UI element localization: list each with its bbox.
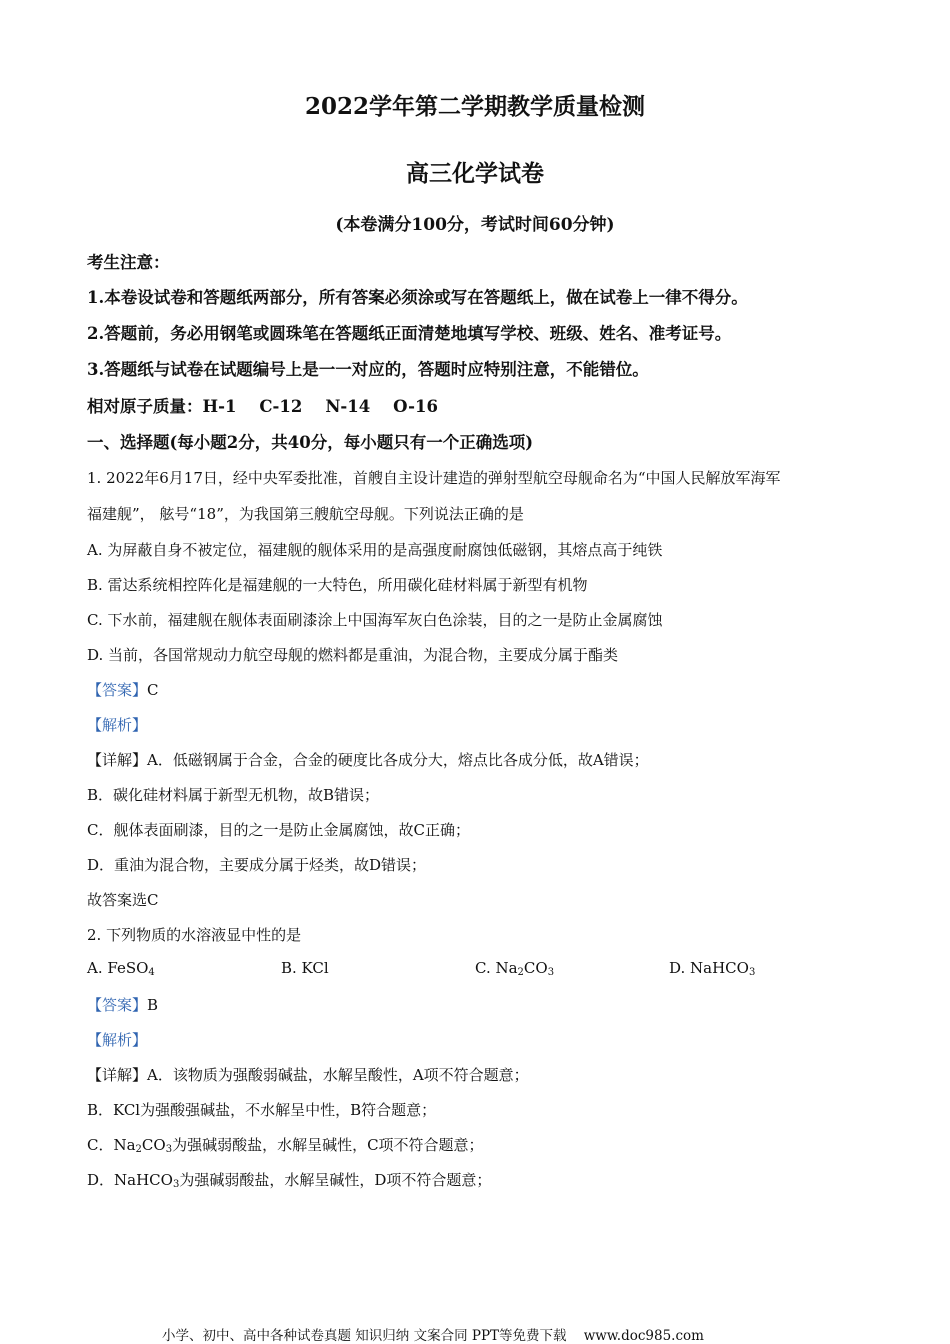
- answer-tag: 【答案】: [87, 681, 148, 699]
- q2-option-a: [87, 959, 155, 978]
- q1-detail-b: B．碳化硅材料属于新型无机物，故B错误；: [87, 786, 380, 804]
- answer-value: C: [147, 681, 159, 699]
- notice-item-2: 2.答题前，务必用钢笔或圆珠笔在答题纸正面清楚地填写学校、班级、姓名、准考证号。: [87, 324, 732, 343]
- q1-detail-a: [87, 749, 649, 770]
- q1-option-b: B. 雷达系统相控阵化是福建舰的一大特色，所用碳化硅材料属于新型有机物: [87, 576, 588, 594]
- answer-value: B: [147, 996, 159, 1014]
- q2-detail-d: [87, 1169, 491, 1190]
- page-title: 2022学年第二学期教学质量检测: [304, 93, 645, 120]
- subscript: 4: [148, 967, 155, 978]
- q1-option-d: D. 当前，各国常规动力航空母舰的燃料都是重油，为混合物，主要成分属于酯类: [87, 646, 619, 664]
- q2-option-c: [475, 959, 554, 978]
- detail-text: C．Na: [87, 1136, 136, 1154]
- subscript: 2: [135, 1144, 142, 1155]
- notice-item-1: 1.本卷设试卷和答题纸两部分，所有答案必须涂或写在答题纸上，做在试卷上一律不得分。: [87, 288, 748, 307]
- notice-item-3: 3.答题纸与试卷在试题编号上是一一对应的，答题时应特别注意，不能错位。: [87, 360, 649, 379]
- detail-text: A．低磁钢属于合金，合金的硬度比各成分大，熔点比各成分低，故A错误；: [147, 751, 649, 769]
- q1-conclusion: 故答案选C: [87, 891, 159, 909]
- q2-option-b: B. KCl: [281, 959, 329, 977]
- option-text: CO: [523, 959, 548, 977]
- answer-tag: 【答案】: [87, 996, 148, 1014]
- q2-analysis-tag: 【解析】: [87, 1031, 148, 1049]
- q1-stem-line2: 福建舰”， 舷号“18”，为我国第三艘航空母舰。下列说法正确的是: [87, 505, 524, 523]
- detail-text: CO: [141, 1136, 166, 1154]
- section-heading: 一、选择题(每小题2分，共40分，每小题只有一个正确选项): [87, 433, 534, 452]
- subscript: 3: [748, 967, 756, 978]
- q2-answer: [87, 994, 158, 1015]
- notice-heading: 考生注意：: [87, 253, 170, 272]
- detail-text: D．NaHCO: [87, 1171, 173, 1189]
- option-text: A. FeSO: [87, 959, 149, 977]
- q2-detail-b: B．KCl为强酸强碱盐，不水解呈中性，B符合题意；: [87, 1101, 437, 1119]
- detail-text: A．该物质为强酸弱碱盐，水解呈酸性，A项不符合题意；: [147, 1066, 529, 1084]
- q1-stem-line1: 1. 2022年6月17日，经中央军委批准，首艘自主设计建造的弹射型航空母舰命名为“中国人民解放军海军: [87, 469, 781, 487]
- subscript: 3: [165, 1144, 173, 1155]
- q2-stem: 2. 下列物质的水溶液显中性的是: [87, 926, 302, 944]
- q1-answer: [87, 679, 159, 700]
- exam-info: (本卷满分100分，考试时间60分钟): [335, 215, 615, 235]
- q1-analysis-tag: 【解析】: [87, 716, 148, 734]
- option-text: C. Na: [475, 959, 518, 977]
- q1-detail-c: C．舰体表面刷漆，目的之一是防止金属腐蚀，故C正确；: [87, 821, 470, 839]
- atomic-mass: 相对原子质量：H-1 C-12 N-14 O-16: [87, 397, 438, 416]
- q2-detail-c: [87, 1134, 484, 1155]
- detail-text: 为强碱弱酸盐，水解呈碱性，C项不符合题意；: [172, 1136, 484, 1154]
- detail-text: 为强碱弱酸盐，水解呈碱性，D项不符合题意；: [179, 1171, 492, 1189]
- detail-tag: 【详解】: [87, 751, 148, 769]
- q1-detail-d: D．重油为混合物，主要成分属于烃类，故D错误；: [87, 856, 427, 874]
- option-text: D. NaHCO: [669, 959, 749, 977]
- q1-option-a: A. 为屏蔽自身不被定位，福建舰的舰体采用的是高强度耐腐蚀低磁钢，其熔点高于纯铁: [87, 541, 663, 559]
- page-subtitle: 高三化学试卷: [406, 160, 544, 187]
- page-footer: 小学、初中、高中各种试卷真题 知识归纳 文案合同 PPT等免费下载 www.doc985.com: [162, 1328, 704, 1344]
- subscript: 3: [172, 1179, 180, 1190]
- subscript: 2: [517, 967, 524, 978]
- subscript: 3: [547, 967, 555, 978]
- q2-option-d: [669, 959, 755, 978]
- q2-detail-a: [87, 1064, 529, 1085]
- detail-tag: 【详解】: [87, 1066, 148, 1084]
- q1-option-c: C. 下水前，福建舰在舰体表面刷漆涂上中国海军灰白色涂装，目的之一是防止金属腐蚀: [87, 611, 663, 629]
